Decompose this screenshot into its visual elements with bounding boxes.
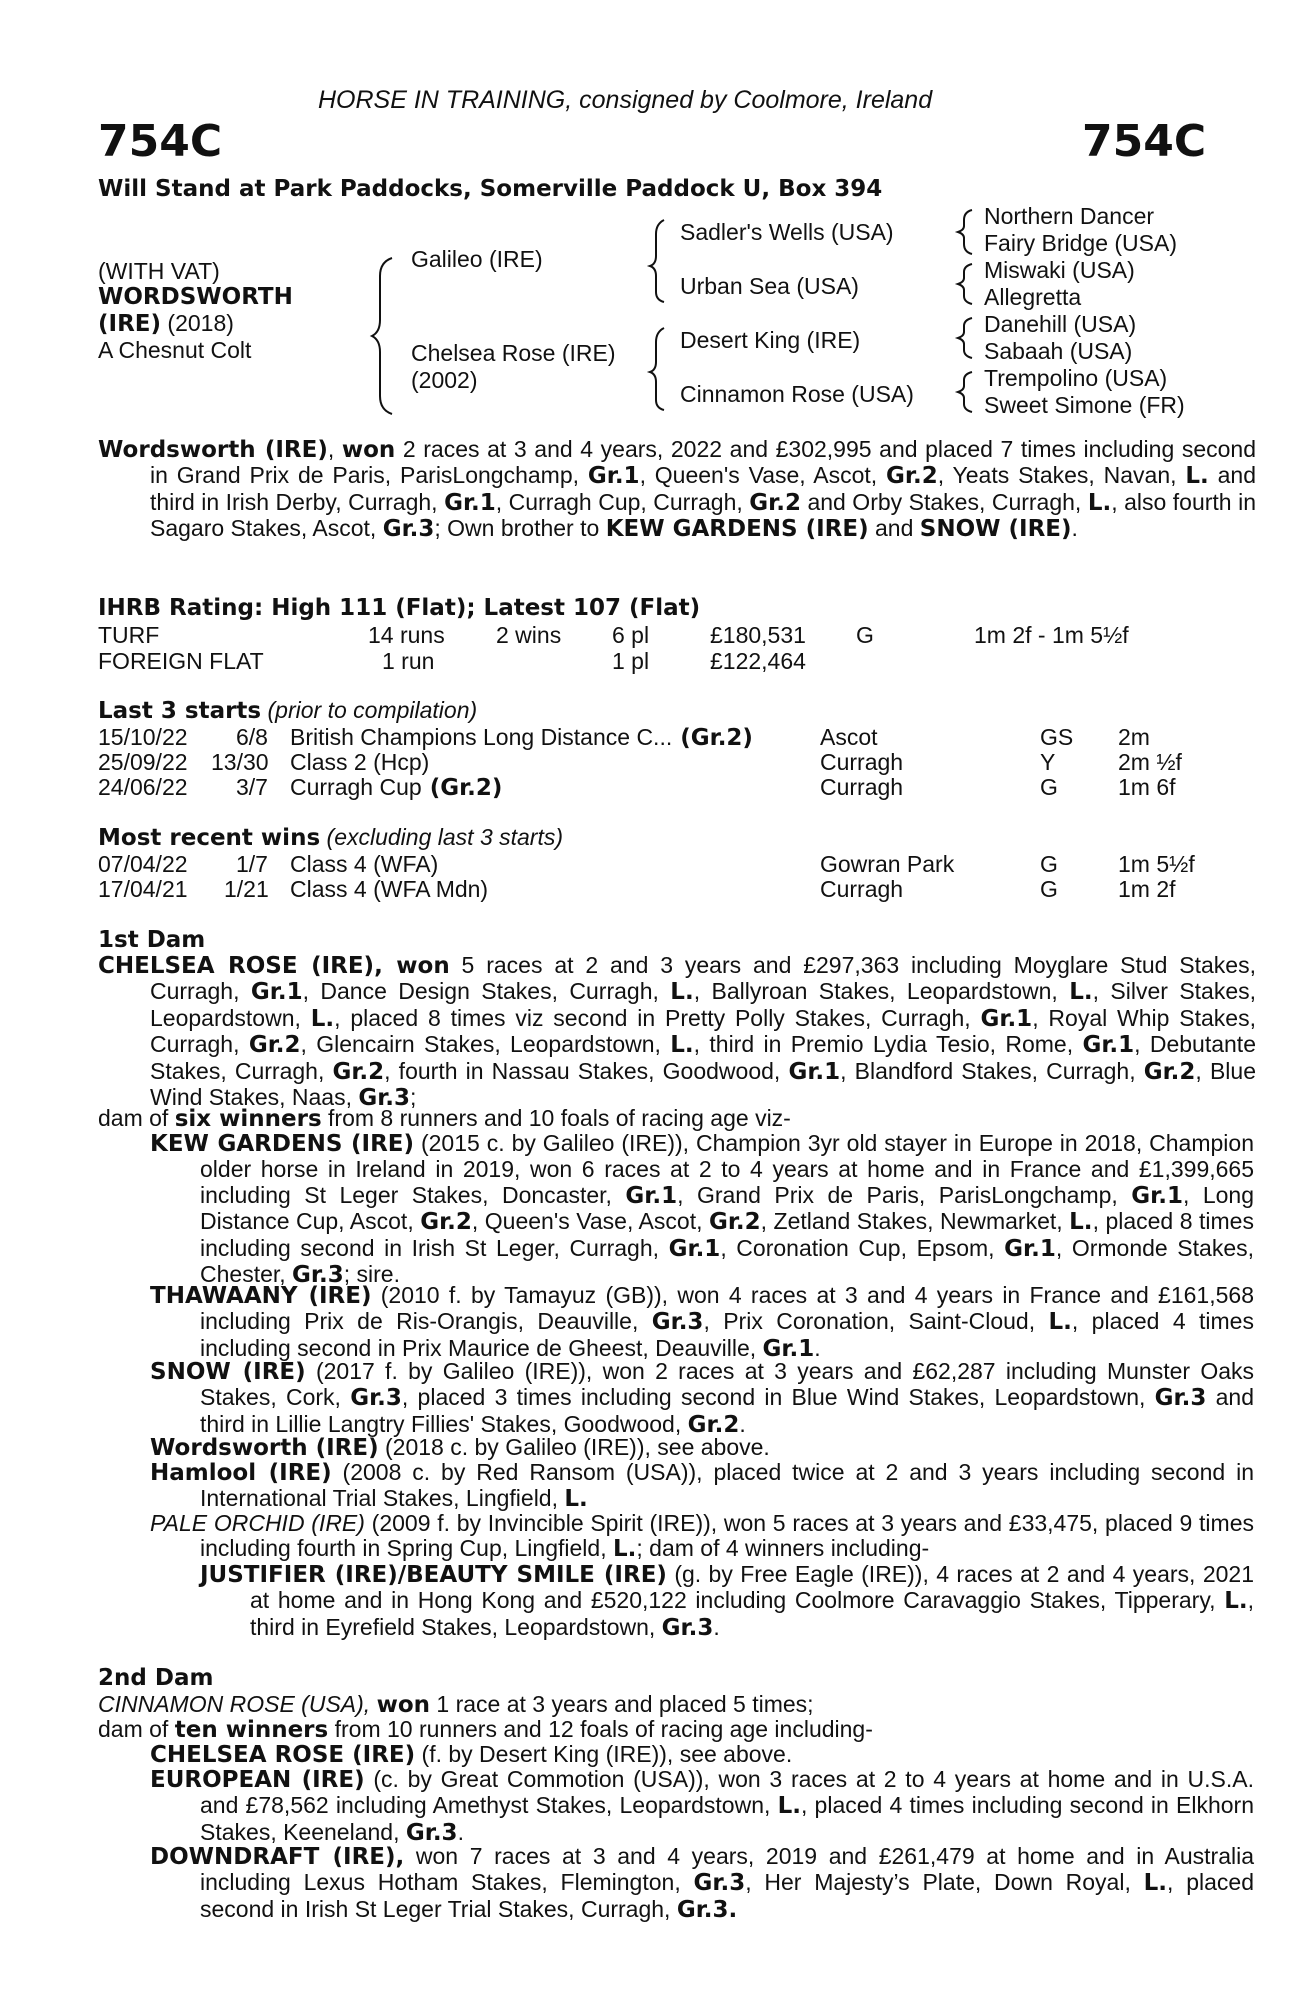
pedigree-sss: Northern Dancer — [984, 203, 1155, 229]
dam1-heading: 1st Dam — [98, 927, 206, 953]
brace-sire-dam — [372, 258, 392, 414]
produce-justifier: JUSTIFIER (IRE)/BEAUTY SMILE (IRE) (g. by Free Eagle (IRE)), 4 races at 2 and 4 years, 2021 at home and in Hong Kong and £520,122 including Coolmore Caravaggio Stakes, Tipperary, L., third in Eyrefield Stakes, Leopardstown, Gr.3. — [200, 1561, 1254, 1641]
pedigree-sire-sire: Sadler's Wells (USA) — [680, 219, 894, 245]
produce-european: EUROPEAN (IRE) (c. by Great Commotion (USA)), won 3 races at 2 to 4 years at home and in U.S.A. and £78,562 including Amethyst Stakes, Leopardstown, L., placed 4 times including second in Elkhorn Stakes, Keeneland, Gr.3. — [150, 1766, 1254, 1846]
pedigree-sds: Miswaki (USA) — [984, 257, 1135, 283]
dam2-produce-summary: dam of ten winners from 10 runners and 12 foals of racing age including- — [98, 1716, 873, 1743]
last3-row: 25/09/22 13/30 Class 2 (Hcp) Curragh Y 2m ½f — [98, 749, 1182, 775]
recent-row: 07/04/22 1/7 Class 4 (WFA) Gowran Park G 1m 5½f — [98, 851, 1195, 877]
produce-pale-orchid: PALE ORCHID (IRE) (2009 f. by Invincible Spirit (IRE)), won 5 races at 3 years and £33,475, placed 9 times including fourth in Spring Cup, Lingfield, L.; dam of 4 winners including- — [150, 1510, 1254, 1563]
pedigree-dss: Danehill (USA) — [984, 311, 1137, 337]
pedigree-ddd: Sweet Simone (FR) — [984, 392, 1185, 418]
vat-label: (WITH VAT) — [98, 258, 220, 284]
consignment-line: HORSE IN TRAINING, consigned by Coolmore, Ireland — [318, 86, 933, 114]
pedigree-ssd: Fairy Bridge (USA) — [984, 230, 1177, 256]
pedigree-dsd: Sabaah (USA) — [984, 338, 1133, 364]
dam1-record: CHELSEA ROSE (IRE), won 5 races at 2 and 3 years and £297,363 including Moyglare Stud Stakes, Curragh, Gr.1, Dance Design Stakes, Curragh, L., Ballyroan Stakes, Leopardstown, L., Silver Stakes, Leopardstown, L., placed 8 times viz second in Pretty Polly Stakes, Curragh, Gr.1, Royal Whip Stakes, Curragh, Gr.2, Glencairn Stakes, Leopardstown, L., third in Premio Lydia Tesio, Rome, Gr.1, Debutante Stakes, Curragh, Gr.2, fourth in Nassau Stakes, Goodwood, Gr.1, Blandford Stakes, Curragh, Gr.2, Blue Wind Stakes, Naas, Gr.3; — [98, 952, 1257, 1112]
rating-row-foreign: FOREIGN FLAT 1 run 1 pl £122,464 — [98, 648, 806, 674]
brace-ds — [958, 318, 972, 358]
horse-name: WORDSWORTH — [98, 284, 293, 310]
lot-number-right: 754C — [1082, 116, 1207, 167]
last3-row: 24/06/22 3/7 Curragh Cup (Gr.2) Curragh G 1m 6f — [98, 774, 1176, 801]
horse-year: (2018) — [161, 310, 234, 336]
horse-description: A Chesnut Colt — [98, 337, 252, 363]
recent-row: 17/04/21 1/21 Class 4 (WFA Mdn) Curragh G 1m 2f — [98, 876, 1176, 902]
produce-chelsea-rose: CHELSEA ROSE (IRE) (f. by Desert King (IRE)), see above. — [150, 1741, 793, 1768]
produce-wordsworth: Wordsworth (IRE) (2018 c. by Galileo (IRE)), see above. — [150, 1434, 770, 1461]
pedigree-dds: Trempolino (USA) — [984, 365, 1168, 391]
lot-number-left: 754C — [98, 116, 223, 167]
dam2-record: CINNAMON ROSE (USA), won 1 race at 3 years and placed 5 times; — [98, 1691, 814, 1718]
pedigree-sire-dam: Urban Sea (USA) — [680, 273, 859, 299]
brace-sd — [958, 264, 972, 304]
rating-heading: IHRB Rating: High 111 (Flat); Latest 107 (Flat) — [98, 595, 701, 621]
race-summary: Wordsworth (IRE), won 2 races at 3 and 4 years, 2022 and £302,995 and placed 7 times including second in Grand Prix de Paris, ParisLongchamp, Gr.1, Queen's Vase, Ascot, Gr.2, Yeats Stakes, Navan, L. and third in Irish Derby, Curragh, Gr.1, Curragh Cup, Curragh, Gr.2 and Orby Stakes, Curragh, L., also fourth in Sagaro Stakes, Ascot, Gr.3; Own brother to KEW GARDENS (IRE) and SNOW (IRE). — [98, 436, 1257, 543]
brace-ss — [958, 210, 972, 254]
pedigree-sire: Galileo (IRE) — [411, 246, 543, 272]
pedigree-dam-dam: Cinnamon Rose (USA) — [680, 381, 914, 407]
produce-thawaany: THAWAANY (IRE) (2010 f. by Tamayuz (GB)), won 4 races at 3 and 4 years in France and £161,568 including Prix de Ris-Orangis, Deauville, Gr.3, Prix Coronation, Saint-Cloud, L., placed 4 times including second in Prix Maurice de Gheest, Deauville, Gr.1. — [150, 1282, 1254, 1362]
horse-country: (IRE) — [98, 311, 162, 337]
last3-heading: Last 3 starts (prior to compilation) — [98, 697, 478, 724]
produce-hamlool: Hamlool (IRE) (2008 c. by Red Ransom (USA)), placed twice at 2 and 3 years including second in International Trial Stakes, Lingfield, L. — [150, 1459, 1254, 1513]
brace-dam — [650, 328, 664, 410]
rating-row-turf: TURF 14 runs 2 wins 6 pl £180,531 G 1m 2f - 1m 5½f — [98, 622, 1129, 648]
produce-downdraft: DOWNDRAFT (IRE), won 7 races at 3 and 4 years, 2019 and £261,479 at home and in Australia including Lexus Hotham Stakes, Flemington, Gr.3, Her Majesty’s Plate, Down Royal, L., placed second in Irish St Leger Trial Stakes, Curragh, Gr.3. — [150, 1843, 1255, 1923]
stabling-line: Will Stand at Park Paddocks, Somerville Paddock U, Box 394 — [98, 176, 883, 202]
pedigree-dam: Chelsea Rose (IRE) — [411, 340, 616, 366]
last3-row: 15/10/22 6/8 British Champions Long Distance C... (Gr.2) Ascot GS 2m — [98, 724, 1150, 751]
dam2-heading: 2nd Dam — [98, 1665, 214, 1691]
dam1-produce-summary: dam of six winners from 8 runners and 10 foals of racing age viz- — [98, 1105, 791, 1132]
brace-sire — [650, 220, 664, 302]
produce-snow: SNOW (IRE) (2017 f. by Galileo (IRE)), won 2 races at 3 years and £62,287 including Munster Oaks Stakes, Cork, Gr.3, placed 3 times including second in Blue Wind Stakes, Leopardstown, Gr.3 and third in Lillie Langtry Fillies' Stakes, Goodwood, Gr.2. — [150, 1358, 1255, 1438]
pedigree-dam-sire: Desert King (IRE) — [680, 327, 861, 353]
recent-heading: Most recent wins (excluding last 3 starts) — [98, 824, 564, 851]
pedigree-dam-year: (2002) — [411, 367, 478, 393]
brace-dd — [958, 372, 972, 412]
pedigree-sdd: Allegretta — [984, 284, 1082, 310]
produce-kew-gardens: KEW GARDENS (IRE) (2015 c. by Galileo (IRE)), Champion 3yr old stayer in Europe in 2018, Champion older horse in Ireland in 2019, won 6 races at 2 to 4 years at home and in France and £1,399,665 including St Leger Stakes, Doncaster, Gr.1, Grand Prix de Paris, ParisLongchamp, Gr.1, Long Distance Cup, Ascot, Gr.2, Queen's Vase, Ascot, Gr.2, Zetland Stakes, Newmarket, L., placed 8 times including second in Irish St Leger, Curragh, Gr.1, Coronation Cup, Epsom, Gr.1, Ormonde Stakes, Chester, Gr.3; sire. — [150, 1130, 1254, 1289]
